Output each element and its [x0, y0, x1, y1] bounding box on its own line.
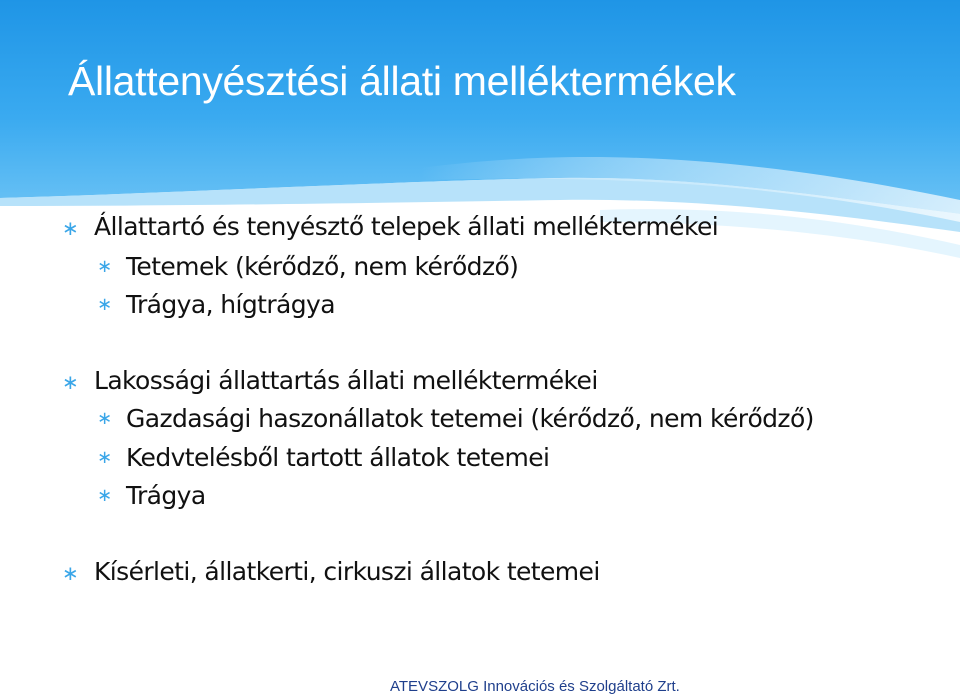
list-item-text: Trágya, hígtrágya — [126, 290, 335, 319]
list-item-text: Állattartó és tenyésztő telepek állati melléktermékei — [94, 212, 719, 241]
bullet-icon: ∗ — [62, 561, 79, 585]
list-item-text: Kedvtelésből tartott állatok tetemei — [126, 443, 550, 472]
bullet-icon: ∗ — [62, 216, 79, 240]
bullet-icon: ∗ — [97, 447, 113, 468]
bullet-icon: ∗ — [62, 370, 79, 394]
list-item-text: Tetemek (kérődző, nem kérődző) — [126, 252, 519, 281]
bullet-icon: ∗ — [97, 294, 113, 315]
bullet-icon: ∗ — [97, 256, 113, 277]
slide-title: Állattenyésztési állati melléktermékek — [68, 58, 736, 104]
list-item-text: Lakossági állattartás állati melléktermékei — [94, 366, 598, 395]
bullet-icon: ∗ — [97, 485, 113, 506]
list-item-text: Kísérleti, állatkerti, cirkuszi állatok tetemei — [94, 557, 600, 586]
footer-company: ATEVSZOLG Innovációs és Szolgáltató Zrt. — [390, 678, 680, 695]
bullet-icon: ∗ — [97, 408, 113, 429]
list-item-text: Gazdasági haszonállatok tetemei (kérődző, nem kérődző) — [126, 404, 814, 433]
list-item-text: Trágya — [126, 481, 206, 510]
